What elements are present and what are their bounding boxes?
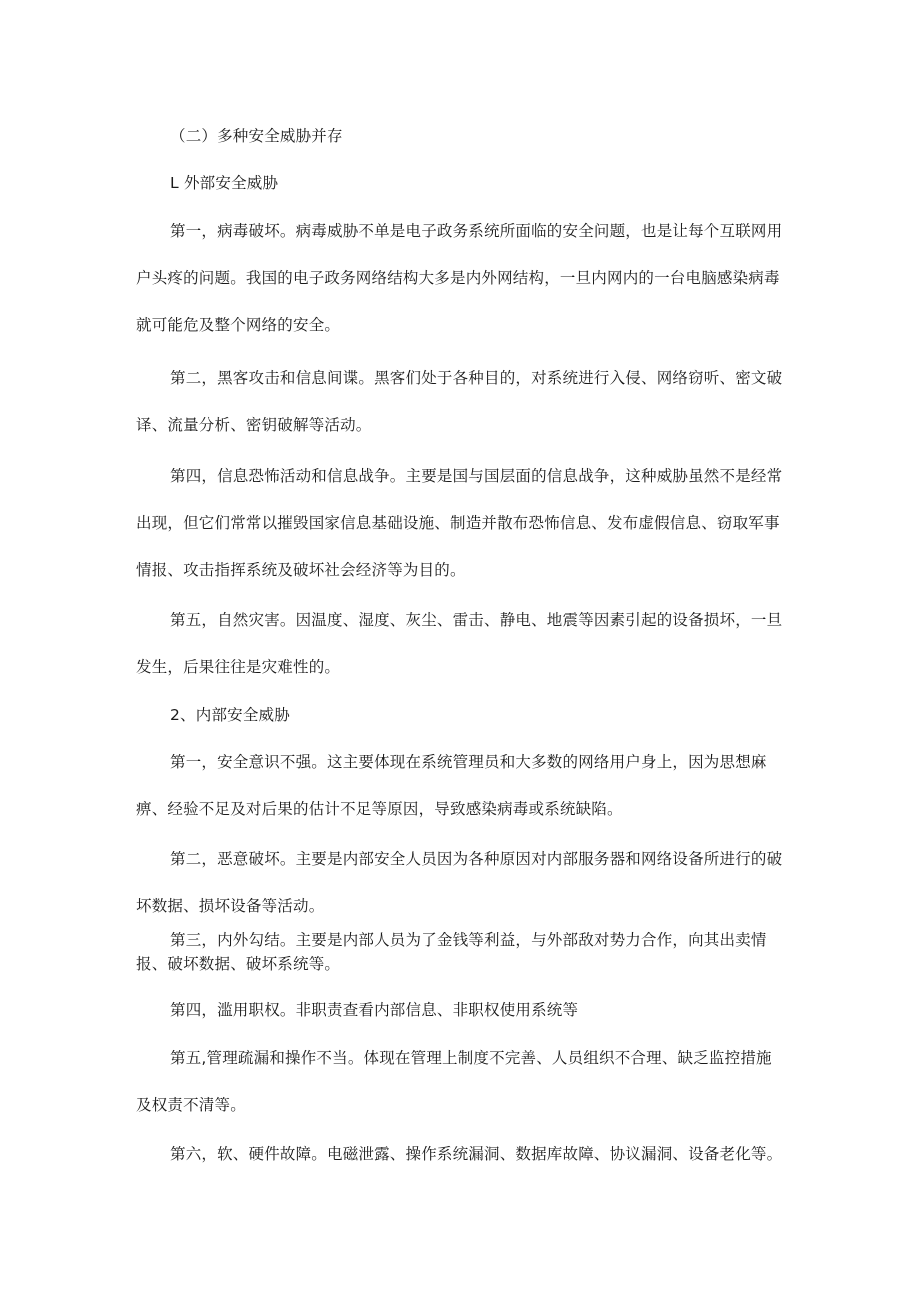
paragraph-hacker-attacks: 第二，黑客攻击和信息间谍。黑客们处于各种目的，对系统进行入侵、网络窃听、密文破译、流量分析、密钥破解等活动。 — [136, 369, 783, 434]
paragraph-hardware-software-faults: 第六，软、硬件故障。电磁泄露、操作系统漏洞、数据库故障、协议漏洞、设备老化等。 — [170, 1145, 783, 1163]
subsection-heading-internal-threats: 2、内部安全威胁 — [170, 706, 290, 724]
paragraph-information-terrorism: 第四，信息恐怖活动和信息战争。主要是国与国层面的信息战争，这种威胁虽然不是经常出现，但它们常常以摧毁国家信息基础设施、制造并散布恐怖信息、发布虚假信息、窃取军事情报、攻击指挥系统及破坏社会经济等为目的。 — [136, 467, 783, 579]
paragraph-abuse-of-authority: 第四，滥用职权。非职责查看内部信息、非职权使用系统等 — [170, 1001, 579, 1019]
paragraph-malicious-damage: 第二，恶意破坏。主要是内部安全人员因为各种原因对内部服务器和网络设备所进行的破坏数据、损坏设备等活动。 — [136, 850, 783, 915]
section-heading-multiple-threats: （二）多种安全威胁并存 — [170, 127, 343, 145]
paragraph-collusion: 第三，内外勾结。主要是内部人员为了金钱等利益，与外部敌对势力合作，向其出卖情报、破坏数据、破坏系统等。 — [136, 931, 767, 973]
paragraph-virus-damage: 第一，病毒破坏。病毒威胁不单是电子政务系统所面临的安全问题，也是让每个互联网用户头疼的问题。我国的电子政务网络结构大多是内外网结构，一旦内网内的一台电脑感染病毒就可能危及整个网络的安全。 — [136, 222, 783, 334]
paragraph-management-negligence: 第五,管理疏漏和操作不当。体现在管理上制度不完善、人员组织不合理、缺乏监控措施及权责不清等。 — [136, 1049, 772, 1114]
paragraph-natural-disasters: 第五，自然灾害。因温度、湿度、灰尘、雷击、静电、地震等因素引起的设备损坏，一旦发生，后果往往是灾难性的。 — [136, 611, 783, 676]
subsection-heading-external-threats: L 外部安全威胁 — [170, 174, 279, 192]
paragraph-weak-security-awareness: 第一，安全意识不强。这主要体现在系统管理员和大多数的网络用户身上，因为思想麻痹、经验不足及对后果的估计不足等原因，导致感染病毒或系统缺陷。 — [136, 753, 767, 818]
